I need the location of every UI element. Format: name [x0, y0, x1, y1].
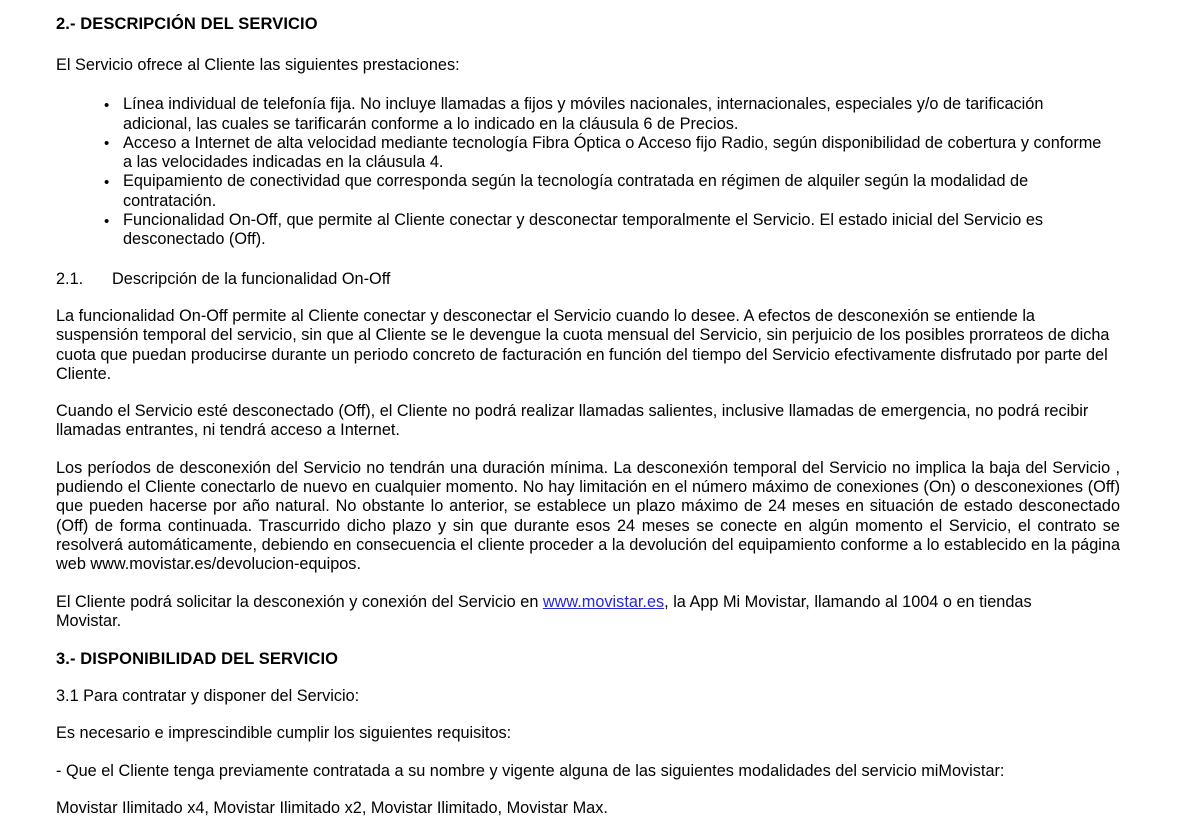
paragraph-funcionalidad-on-off: La funcionalidad On-Off permite al Cliente conectar y desconectar el Servicio cuando lo desee. A efectos de desconexión se entiende la suspensión temporal del servicio, sin que al Cliente se le devengue la cuota mensual del Servicio, sin perjuicio de los posibles prorrateos de dicha cuota que puedan producirse durante un periodo concreto de facturación en función del tiempo del Servicio efectivamente disfrutado por parte del Cliente.	[56, 306, 1110, 383]
heading-descripcion-del-servicio: 2.- DESCRIPCIÓN DEL SERVICIO	[56, 15, 318, 33]
document-content	[56, 14, 1120, 818]
bullet-icon: •	[104, 212, 110, 230]
list-item	[102, 172, 1110, 211]
paragraph-text-before-link: El Cliente podrá solicitar la desconexión y conexión del Servicio en	[56, 592, 543, 611]
paragraph-text-after-link: , la App Mi Movistar, llamando al 1004 o en tiendas Movistar.	[56, 592, 1032, 630]
movistar-website-link[interactable]: www.movistar.es	[542, 592, 665, 611]
prestaciones-list	[102, 95, 1110, 249]
paragraph-periodos-desconexion: Los períodos de desconexión del Servicio no tendrán una duración mínima. La desconexión temporal del Servicio no implica la baja del Servicio , pudiendo el Cliente conectarlo de nuevo en cualquier momento. No hay limitación en el número máximo de conexiones (On) o desconexiones (Off) que pueden hacerse por año natural. No obstante lo anterior, se establece un plazo máximo de 24 meses en situación de estado desconectado (Off) de forma continuada. Trascurrido dicho plazo y sin que durante esos 24 meses se conecte en algún momento el Servicio, el contrato se resolverá automáticamente, debiendo en consecuencia el cliente proceder a la devolución del equipamiento conforme a lo establecido en la página web www.movistar.es/devolucion-equipos.	[56, 458, 1120, 574]
list-item	[102, 211, 1110, 250]
paragraph-3-1: 3.1 Para contratar y disponer del Servicio:	[56, 687, 360, 706]
list-item-label: Línea individual de telefonía fija. No incluye llamadas a fijos y móviles nacionales, internacionales, especiales y/o de tarificación adicional, las cuales se tarificarán conforme a lo indicado en la cláusula 6 de Precios.	[123, 95, 1044, 133]
list-item	[102, 95, 1110, 134]
list-item-label: Equipamiento de conectividad que corresponda según la tecnología contratada en régimen de alquiler según la modalidad de contratación.	[123, 172, 1029, 210]
subsection-number: 2.1.	[56, 269, 84, 288]
paragraph-servicio-desconectado: Cuando el Servicio esté desconectado (Off), el Cliente no podrá realizar llamadas salientes, inclusive llamadas de emergencia, no podrá recibir llamadas entrantes, ni tendrá acceso a Internet.	[56, 402, 1089, 440]
subsection-title: Descripción de la funcionalidad On-Off	[112, 269, 391, 288]
paragraph-modalidades-lista: Movistar Ilimitado x4, Movistar Ilimitado x2, Movistar Ilimitado, Movistar Max.	[56, 799, 608, 818]
paragraph-solicitar-desconexion	[56, 593, 1066, 632]
list-item	[102, 134, 1110, 173]
paragraph-requisitos: Es necesario e imprescindible cumplir los siguientes requisitos:	[56, 724, 512, 743]
bullet-icon: •	[104, 173, 110, 191]
list-item-label: Funcionalidad On-Off, que permite al Cliente conectar y desconectar temporalmente el Servicio. El estado inicial del Servicio es desconectado (Off).	[123, 211, 1044, 249]
bullet-icon: •	[104, 135, 110, 153]
heading-disponibilidad-del-servicio: 3.- DISPONIBILIDAD DEL SERVICIO	[56, 650, 339, 669]
intro-paragraph: El Servicio ofrece al Cliente las siguientes prestaciones:	[56, 56, 460, 74]
paragraph-dash-modalidad-requisito: - Que el Cliente tenga previamente contratada a su nombre y vigente alguna de las siguientes modalidades del servicio miMovistar:	[56, 761, 1005, 780]
list-item-label: Acceso a Internet de alta velocidad mediante tecnología Fibra Óptica o Acceso fijo Radio, según disponibilidad de cobertura y conforme a las velocidades indicadas en la cláusula 4.	[123, 133, 1102, 172]
bullet-icon: •	[104, 96, 110, 114]
subsection-heading-2-1	[56, 270, 1120, 289]
